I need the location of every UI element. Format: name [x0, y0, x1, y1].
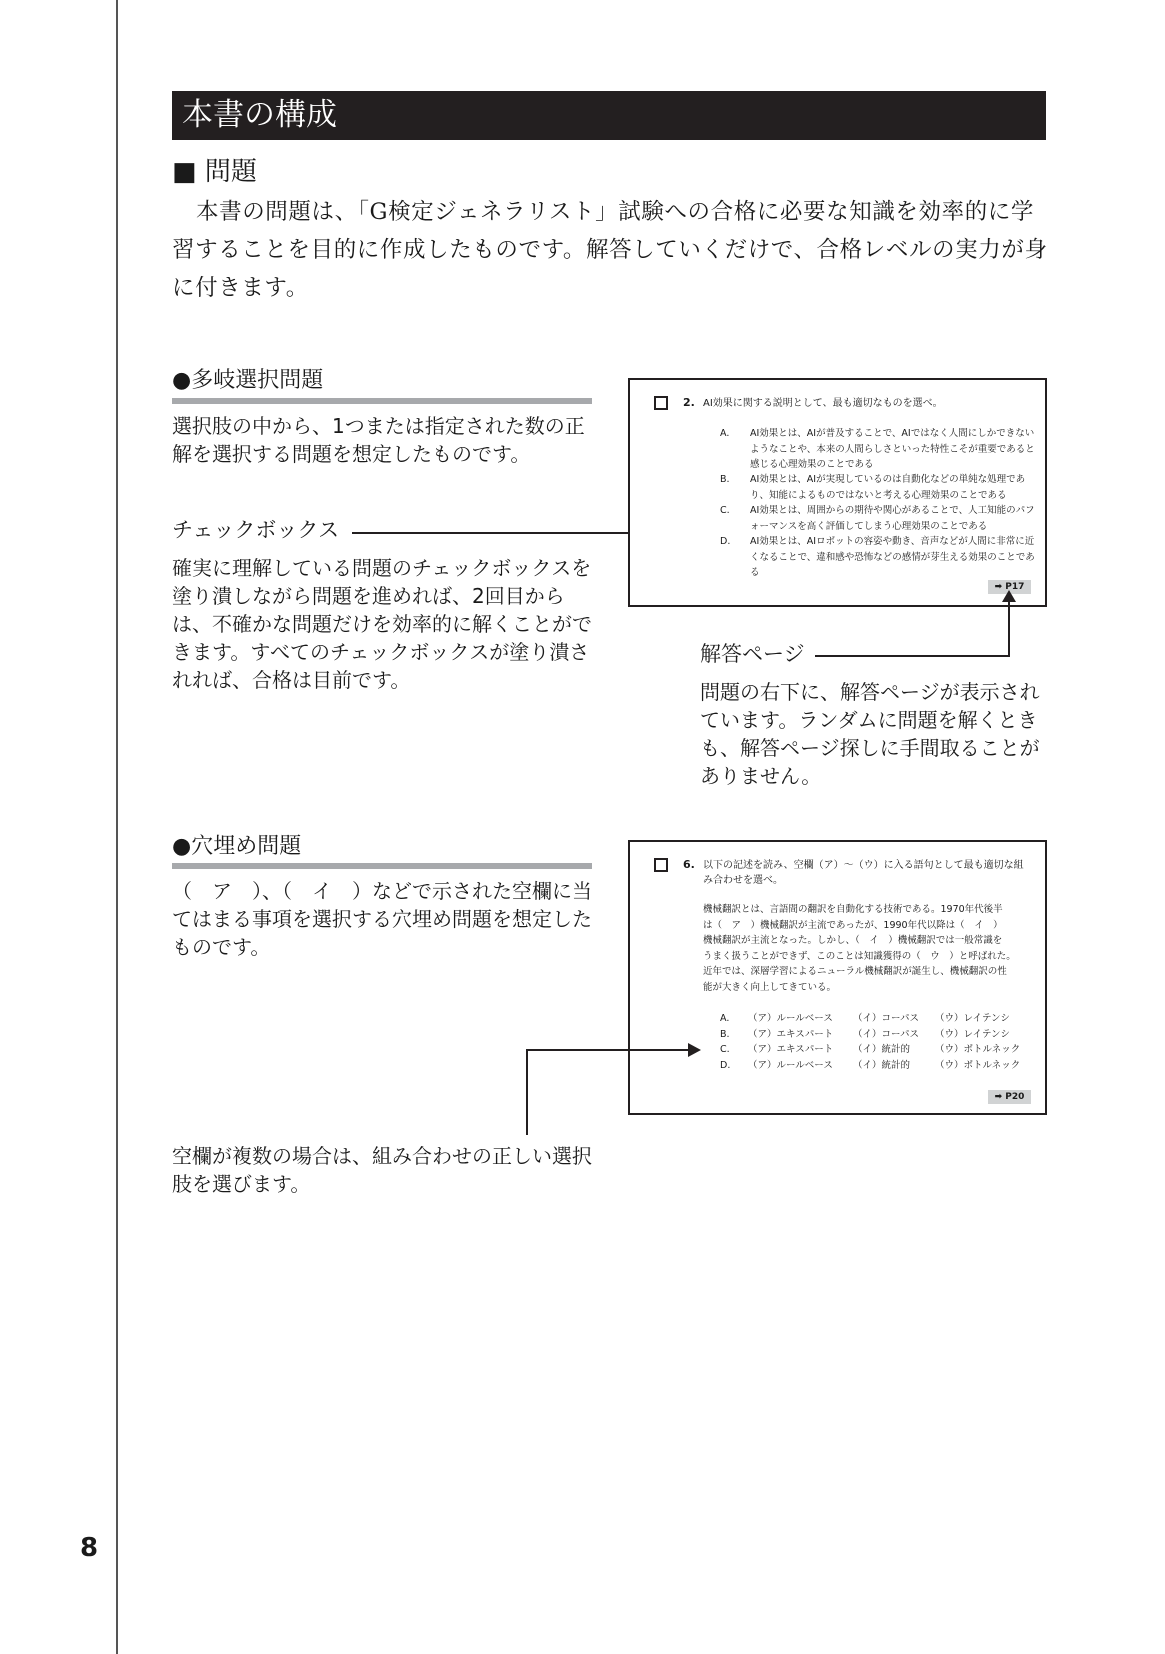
passage-line: 近年では、深層学習によるニューラル機械翻訳が誕生し、機械翻訳の性 [703, 966, 1007, 977]
option-b: （イ）統計的 [853, 1044, 911, 1055]
passage-line: 機械翻訳が主流となった。しかし、（ イ ）機械翻訳では一般常識を [703, 935, 1003, 946]
section-heading: ■ 問題 [172, 157, 257, 187]
question-text: 以下の記述を読み、空欄（ア）～（ウ）に入る語句として最も適切な組み合わせを選べ。 [703, 860, 1024, 886]
checkbox-icon [654, 396, 668, 410]
multiple-choice-description: 選択肢の中から、1つまたは指定された数の正解を選択する問題を想定したものです。 [172, 414, 585, 466]
question-number: 6. [683, 858, 695, 871]
option-letter: C. [720, 1044, 730, 1055]
heading-underline [172, 398, 592, 404]
option-letter: B. [720, 1029, 730, 1040]
answer-page-callout-label: 解答ページ [700, 642, 805, 666]
option-letter: B. [720, 474, 730, 485]
option-b: （イ）コーパス [853, 1013, 920, 1024]
option-a: （ア）ルールベース [748, 1060, 833, 1071]
option-letter: C. [720, 505, 730, 516]
option-text: AI効果とは、周囲からの期待や関心があることで、人工知能のパフォーマンスを高く評価してしまう心理効果のことである [750, 505, 1035, 532]
checkbox-callout-label: チェックボックス [172, 518, 340, 542]
checkbox-icon [654, 858, 668, 872]
fill-in-description: （ ア ）、（ イ ）などで示された空欄に当てはまる事項を選択する穴埋め問題を想定したものです。 [172, 879, 592, 959]
option-text: AI効果とは、AIが実現しているのは自動化などの単純な処理であり、知能によるものではないと考える心理効果のことである [750, 474, 1026, 501]
option-letter: A. [720, 428, 730, 439]
option-a: （ア）ルールベース [748, 1013, 833, 1024]
callout-line [352, 532, 661, 534]
option-letter: A. [720, 1013, 730, 1024]
option-b: （イ）統計的 [853, 1060, 911, 1071]
option-text: AI効果とは、AIが普及することで、AIではなく人間にしかできないようなことや、本来の人間らしさといった特性こそが重要であると感じる心理効果のことである [750, 428, 1035, 470]
callout-line [526, 1049, 528, 1135]
option-b: （イ）コーパス [853, 1029, 920, 1040]
passage-line: 能が大きく向上してきている。 [703, 981, 837, 993]
question-text: AI効果に関する説明として、最も適切なものを選べ。 [703, 398, 943, 409]
option-c: （ウ）レイテンシ [935, 1013, 1010, 1024]
callout-line [815, 655, 1010, 657]
combo-note: 空欄が複数の場合は、組み合わせの正しい選択肢を選びます。 [172, 1144, 592, 1196]
option-letter: D. [720, 1060, 731, 1071]
fill-in-heading: ●穴埋め問題 [172, 834, 302, 859]
option-a: （ア）エキスパート [748, 1029, 834, 1040]
option-c: （ウ）レイテンシ [935, 1029, 1010, 1040]
arrow-right-icon [688, 1043, 701, 1057]
checkbox-description: 確実に理解している問題のチェックボックスを塗り潰しながら問題を進めれば、2回目からは、不確かな問題だけを効率的に解くことができます。すべてのチェックボックスが塗り潰されれば、合格は目前です。 [172, 556, 592, 692]
passage-line: は（ ア ）機械翻訳が主流であったが、1990年代以降は（ イ ） [703, 919, 1003, 931]
passage-line: 機械翻訳とは、言語間の翻訳を自動化する技術である。1970年代後半 [703, 904, 1003, 915]
passage-line: うまく扱うことができず、このことは知識獲得の（ ウ ）と呼ばれた。 [703, 950, 1016, 962]
option-c: （ウ）ボトルネック [935, 1044, 1021, 1055]
option-c: （ウ）ボトルネック [935, 1060, 1021, 1071]
arrow-up-icon [1002, 590, 1016, 602]
option-text: AI効果とは、AIロボットの容姿や動き、音声などが人間に非常に近くなることで、違和感や恐怖などの感情が芽生える効果のことである [750, 536, 1035, 578]
sample-question-card [628, 378, 1047, 607]
answer-page-badge: ➡ P20 [988, 1090, 1031, 1104]
page-title: 本書の構成 [172, 91, 1046, 140]
option-a: （ア）エキスパート [748, 1044, 834, 1055]
callout-line [1008, 598, 1010, 656]
intro-paragraph: 本書の問題は、「G検定ジェネラリスト」試験への合格に必要な知識を効率的に学習することを目的に作成したものです。解答していくだけで、合格レベルの実力が身に付きます。 [172, 199, 1048, 301]
margin-line [116, 0, 118, 1654]
page-number: 8 [80, 1533, 99, 1563]
multiple-choice-heading: ●多岐選択問題 [172, 368, 324, 393]
passage [703, 902, 1033, 995]
answer-page-badge: ➡ P17 [988, 580, 1031, 594]
option-letter: D. [720, 536, 731, 547]
heading-underline [172, 863, 592, 869]
answer-page-description: 問題の右下に、解答ページが表示されています。ランダムに問題を解くときも、解答ページ探しに手間取ることがありません。 [700, 680, 1040, 788]
sample-question-card [628, 840, 1047, 1115]
question-number: 2. [683, 396, 695, 409]
callout-line [526, 1049, 690, 1051]
